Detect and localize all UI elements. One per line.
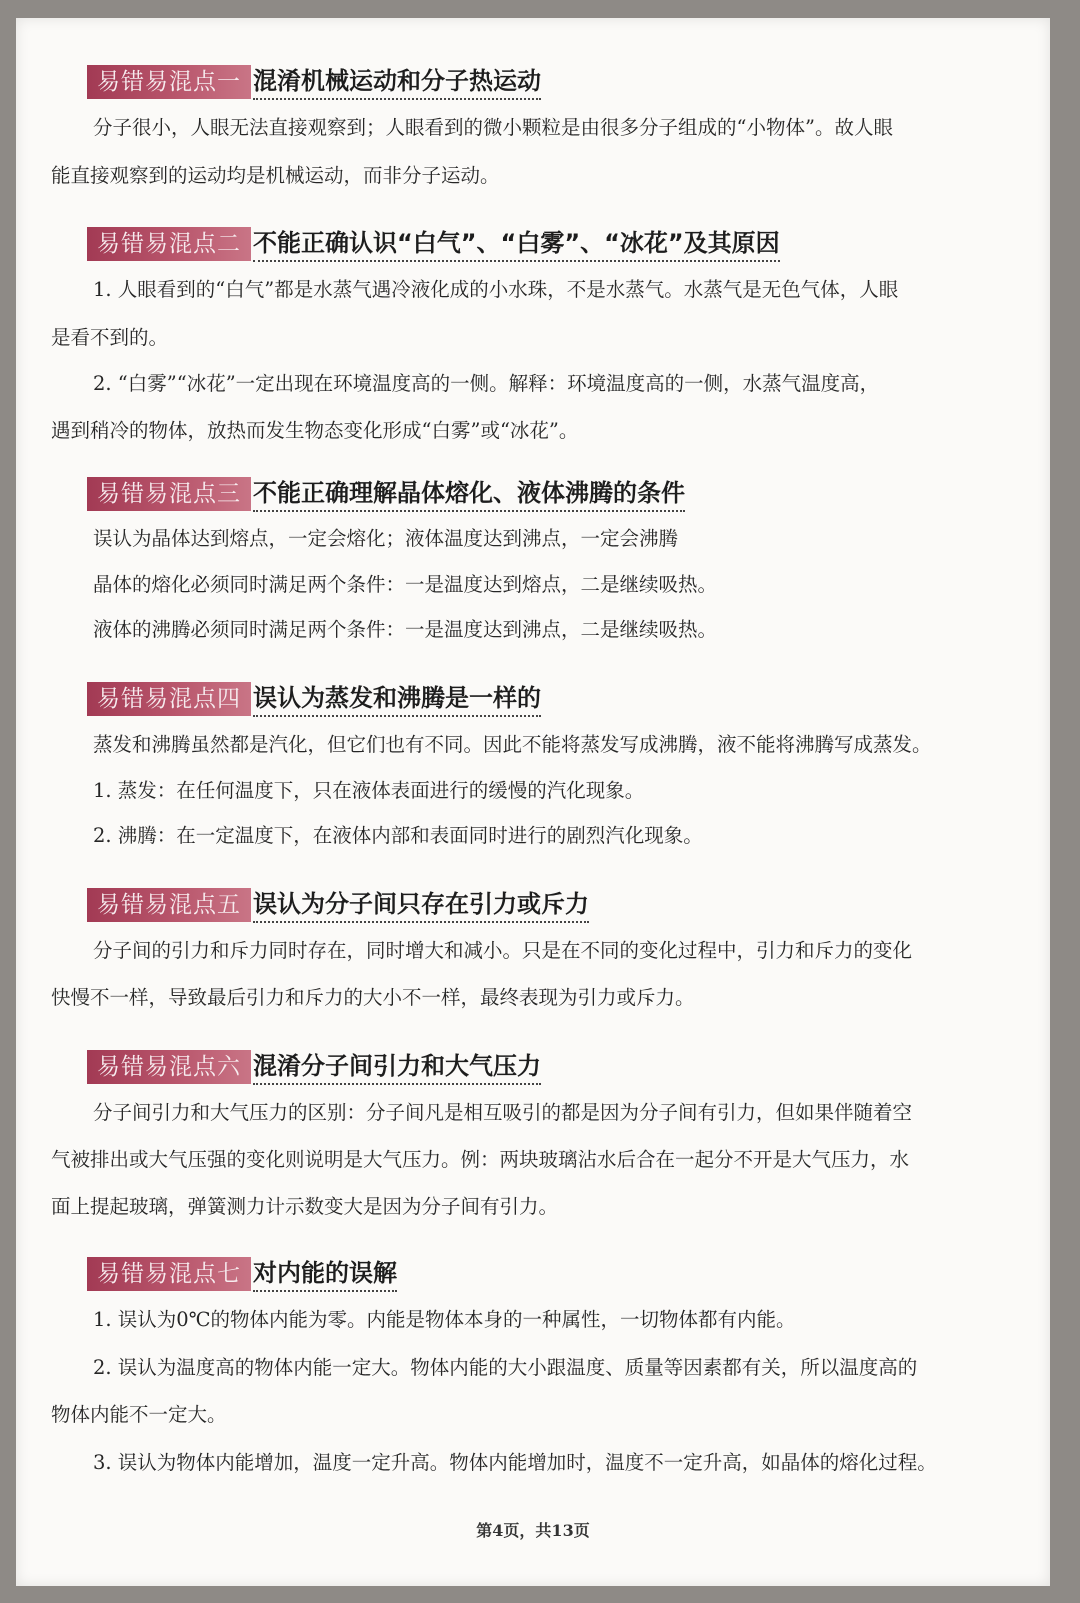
- paragraph-line: 面上提起玻璃，弹簧测力计示数变大是因为分子间有引力。: [51, 1195, 559, 1218]
- section-heading: [87, 224, 780, 264]
- section-heading: [87, 1254, 397, 1294]
- paragraph-line: 误认为晶体达到熔点，一定会熔化；液体温度达到沸点，一定会沸腾: [93, 527, 679, 550]
- paragraph-line: 1. 误认为0℃的物体内能为零。内能是物体本身的一种属性，一切物体都有内能。: [93, 1308, 796, 1331]
- paragraph-line: 快慢不一样，导致最后引力和斥力的大小不一样，最终表现为引力或斥力。: [51, 986, 695, 1009]
- section-tag: 易错易混点二: [87, 227, 251, 261]
- paragraph-line: 晶体的熔化必须同时满足两个条件：一是温度达到熔点，二是继续吸热。: [93, 573, 718, 596]
- paragraph-line: 物体内能不一定大。: [51, 1403, 227, 1426]
- paragraph-line: 3. 误认为物体内能增加，温度一定升高。物体内能增加时，温度不一定升高，如晶体的熔化过程。: [93, 1451, 937, 1474]
- section-heading: [87, 679, 541, 719]
- section-title: 混淆机械运动和分子热运动: [253, 65, 541, 100]
- paragraph-line: 分子间的引力和斥力同时存在，同时增大和减小。只是在不同的变化过程中，引力和斥力的变化: [93, 939, 913, 962]
- paragraph-line: 2. “白雾”“冰花”一定出现在环境温度高的一侧。解释：环境温度高的一侧，水蒸气温度高，: [93, 372, 880, 395]
- section-heading: [87, 474, 685, 514]
- section-tag: 易错易混点五: [87, 888, 251, 922]
- section-tag: 易错易混点六: [87, 1050, 251, 1084]
- paragraph-line: 1. 蒸发：在任何温度下，只在液体表面进行的缓慢的汽化现象。: [93, 779, 645, 802]
- section-heading: [87, 1047, 541, 1087]
- section-tag: 易错易混点四: [87, 682, 251, 716]
- paragraph-line: 能直接观察到的运动均是机械运动，而非分子运动。: [51, 164, 500, 187]
- section-title: 不能正确理解晶体熔化、液体沸腾的条件: [253, 477, 685, 512]
- section-heading: [87, 885, 589, 925]
- paragraph-line: 1. 人眼看到的“白气”都是水蒸气遇冷液化成的小水珠，不是水蒸气。水蒸气是无色气体，人眼: [93, 278, 899, 301]
- paragraph-line: 液体的沸腾必须同时满足两个条件：一是温度达到沸点，二是继续吸热。: [93, 618, 718, 641]
- section-title: 误认为分子间只存在引力或斥力: [253, 888, 589, 923]
- paragraph-line: 分子间引力和大气压力的区别：分子间凡是相互吸引的都是因为分子间有引力，但如果伴随着空: [93, 1101, 913, 1124]
- document-page: [16, 18, 1050, 1586]
- section-title: 混淆分子间引力和大气压力: [253, 1050, 541, 1085]
- section-heading: [87, 62, 541, 102]
- paragraph-line: 遇到稍冷的物体，放热而发生物态变化形成“白雾”或“冰花”。: [51, 419, 579, 442]
- section-title: 对内能的误解: [253, 1257, 397, 1292]
- paragraph-line: 气被排出或大气压强的变化则说明是大气压力。例：两块玻璃沾水后合在一起分不开是大气压力，水: [51, 1148, 910, 1171]
- section-title: 误认为蒸发和沸腾是一样的: [253, 682, 541, 717]
- page-number: 第4页，共13页: [476, 1521, 590, 1540]
- paragraph-line: 是看不到的。: [51, 326, 169, 349]
- paragraph-line: 2. 误认为温度高的物体内能一定大。物体内能的大小跟温度、质量等因素都有关，所以温度高的: [93, 1356, 918, 1379]
- section-tag: 易错易混点三: [87, 477, 251, 511]
- paragraph-line: 2. 沸腾：在一定温度下，在液体内部和表面同时进行的剧烈汽化现象。: [93, 824, 703, 847]
- section-tag: 易错易混点一: [87, 65, 251, 99]
- section-title: 不能正确认识“白气”、“白雾”、“冰花”及其原因: [253, 227, 780, 262]
- paragraph-line: 分子很小，人眼无法直接观察到；人眼看到的微小颗粒是由很多分子组成的“小物体”。故人眼: [93, 116, 893, 139]
- section-tag: 易错易混点七: [87, 1257, 251, 1291]
- paragraph-line: 蒸发和沸腾虽然都是汽化，但它们也有不同。因此不能将蒸发写成沸腾，液不能将沸腾写成蒸发。: [93, 733, 932, 756]
